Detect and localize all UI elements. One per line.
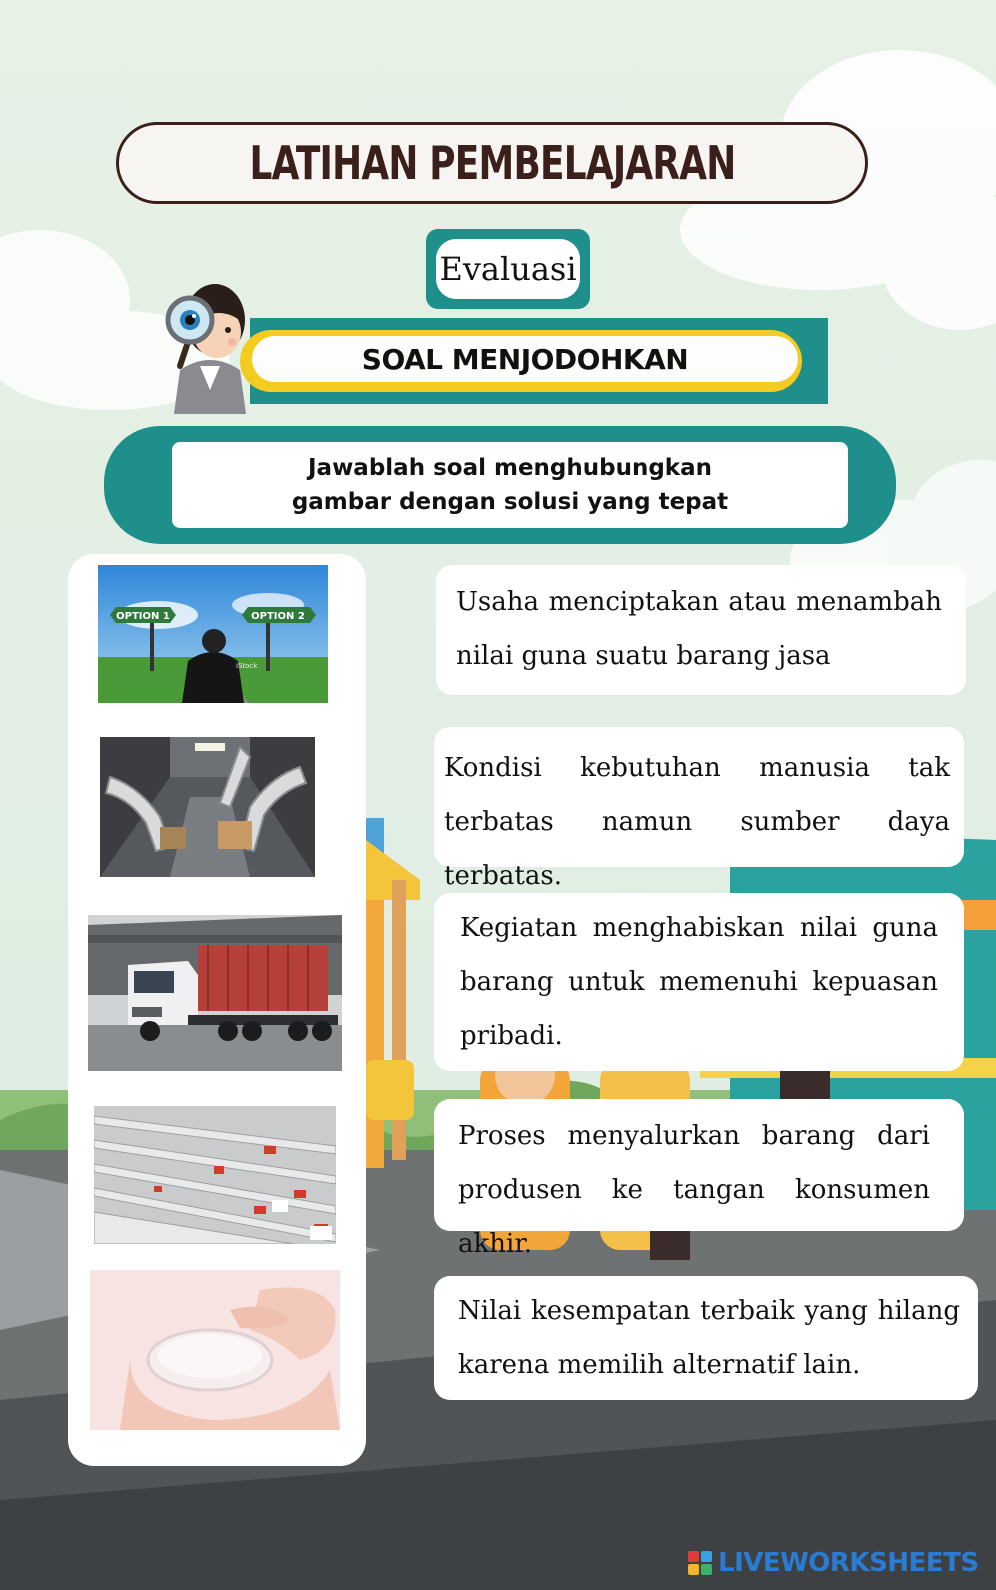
card-line: karena memilih alternatif lain. [458,1350,861,1380]
liveworksheets-icon [688,1551,712,1575]
photo-empty-shelves[interactable] [94,1106,336,1244]
answer-card[interactable] [434,727,964,891]
instruction-line: Jawablah soal menghubungkan [307,455,713,481]
photo-robot-production[interactable] [100,737,315,877]
photo-decision-signpost[interactable] [98,565,328,703]
answer-card[interactable] [434,1276,978,1400]
card-line: terbatas namun sumber daya terbatas. [444,807,950,891]
page-title: LATIHAN PEMBELAJARAN [249,136,735,190]
card-line: Kegiatan menghabiskan nilai guna [460,913,938,943]
liveworksheets-logo [688,1548,979,1578]
evaluasi-badge [426,229,590,309]
instruction-box [172,442,848,528]
evaluasi-label: Evaluasi [436,239,580,299]
answer-card[interactable] [434,1099,964,1259]
instruction-line: gambar dengan solusi yang tepat [291,489,729,515]
signpost-label: OPTION 2 [251,611,305,622]
brand-name: LIVEWORKSHEETS [718,1548,979,1578]
card-line: Nilai kesempatan terbaik yang hilang [458,1296,960,1326]
signpost-label: OPTION 1 [116,611,170,622]
card-line: Usaha menciptakan atau menambah [456,587,942,617]
card-line: nilai guna suatu barang jasa [456,641,831,671]
card-line: produsen ke tangan konsumen akhir. [458,1175,930,1259]
card-line: pribadi. [460,1021,563,1051]
answer-card[interactable] [436,565,966,695]
answer-card[interactable] [434,893,964,1071]
photo-credit: iStock [236,662,258,670]
card-line: Proses menyalurkan barang dari [458,1121,930,1151]
photo-cream-jar[interactable] [90,1270,340,1430]
card-line: Kondisi kebutuhan manusia tak [444,753,950,783]
title-banner [116,122,868,204]
photo-container-truck[interactable] [88,915,342,1071]
section-title: SOAL MENJODOHKAN [252,336,798,382]
card-line: barang untuk memenuhi kepuasan [460,967,938,997]
